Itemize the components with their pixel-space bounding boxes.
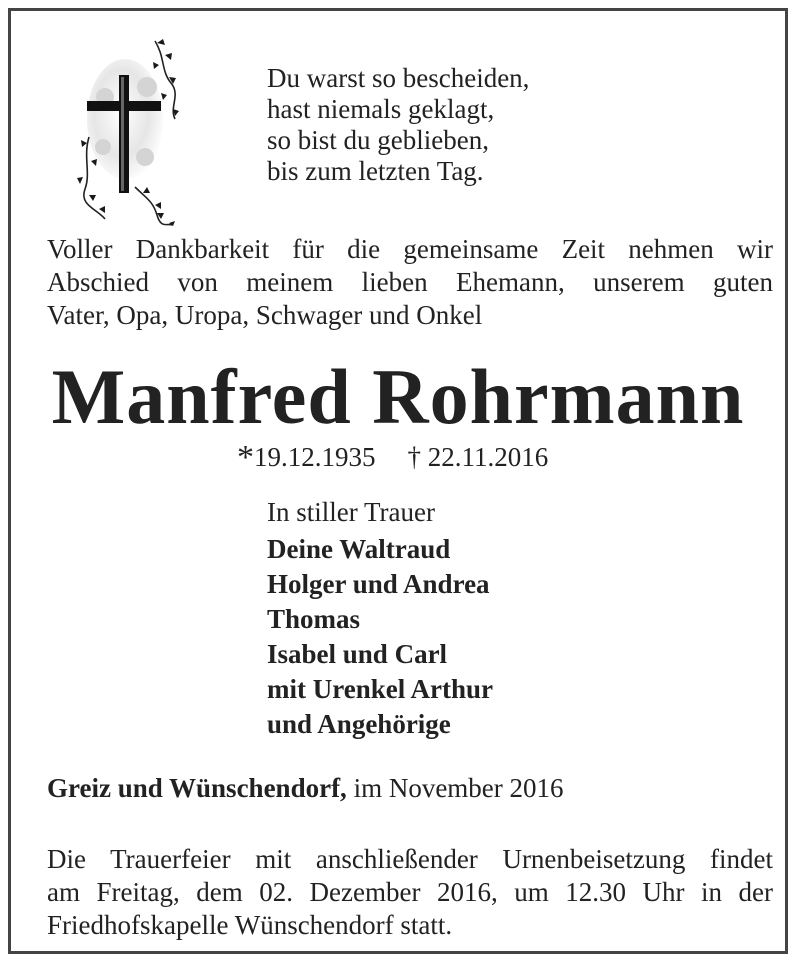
intro-line: Abschied von meinem lieben Ehemann, unserem guten: [47, 267, 773, 297]
birth-date: 19.12.1935: [254, 442, 376, 472]
poem-line: hast niemals geklagt,: [267, 94, 495, 124]
mourner-name: Deine Waltraud: [267, 534, 451, 564]
poem: [267, 63, 529, 187]
intro-line: Voller Dankbarkeit für die gemeinsame Zeit nehmen wir: [47, 234, 773, 264]
obituary-notice: [8, 8, 788, 954]
mourner-name: Thomas: [267, 604, 361, 634]
death-date: 22.11.2016: [427, 442, 549, 472]
service-line: Die Trauerfeier mit anschließender Urnenbeisetzung findet: [47, 844, 773, 874]
life-dates: [237, 439, 548, 477]
birth-symbol: *: [237, 439, 254, 476]
mourner-name: Isabel und Carl: [267, 639, 448, 669]
service-line: Friedhofskapelle Wünschendorf statt.: [47, 910, 453, 940]
mourners-block: [267, 495, 493, 742]
poem-line: Du warst so bescheiden,: [267, 63, 530, 93]
mourner-name: und Angehörige: [267, 709, 451, 739]
place-date-line: [47, 773, 564, 804]
intro-line: Vater, Opa, Uropa, Schwager und Onkel: [47, 300, 483, 330]
intro-text: [47, 233, 773, 332]
mourner-name: Holger und Andrea: [267, 569, 490, 599]
deceased-name: Manfred Rohrmann: [51, 353, 745, 440]
mourners-heading: In stiller Trauer: [267, 497, 435, 527]
poem-line: bis zum letzten Tag.: [267, 156, 484, 186]
death-symbol: †: [407, 442, 421, 472]
poem-line: so bist du geblieben,: [267, 125, 489, 155]
mourner-name: mit Urenkel Arthur: [267, 674, 493, 704]
place-date: im November 2016: [353, 773, 564, 803]
service-line: am Freitag, dem 02. Dezember 2016, um 12.30 Uhr in der: [47, 877, 773, 907]
place-location: Greiz und Wünschendorf,: [47, 773, 347, 803]
cross-with-ivy-icon: [75, 37, 185, 227]
service-info: [47, 843, 773, 942]
